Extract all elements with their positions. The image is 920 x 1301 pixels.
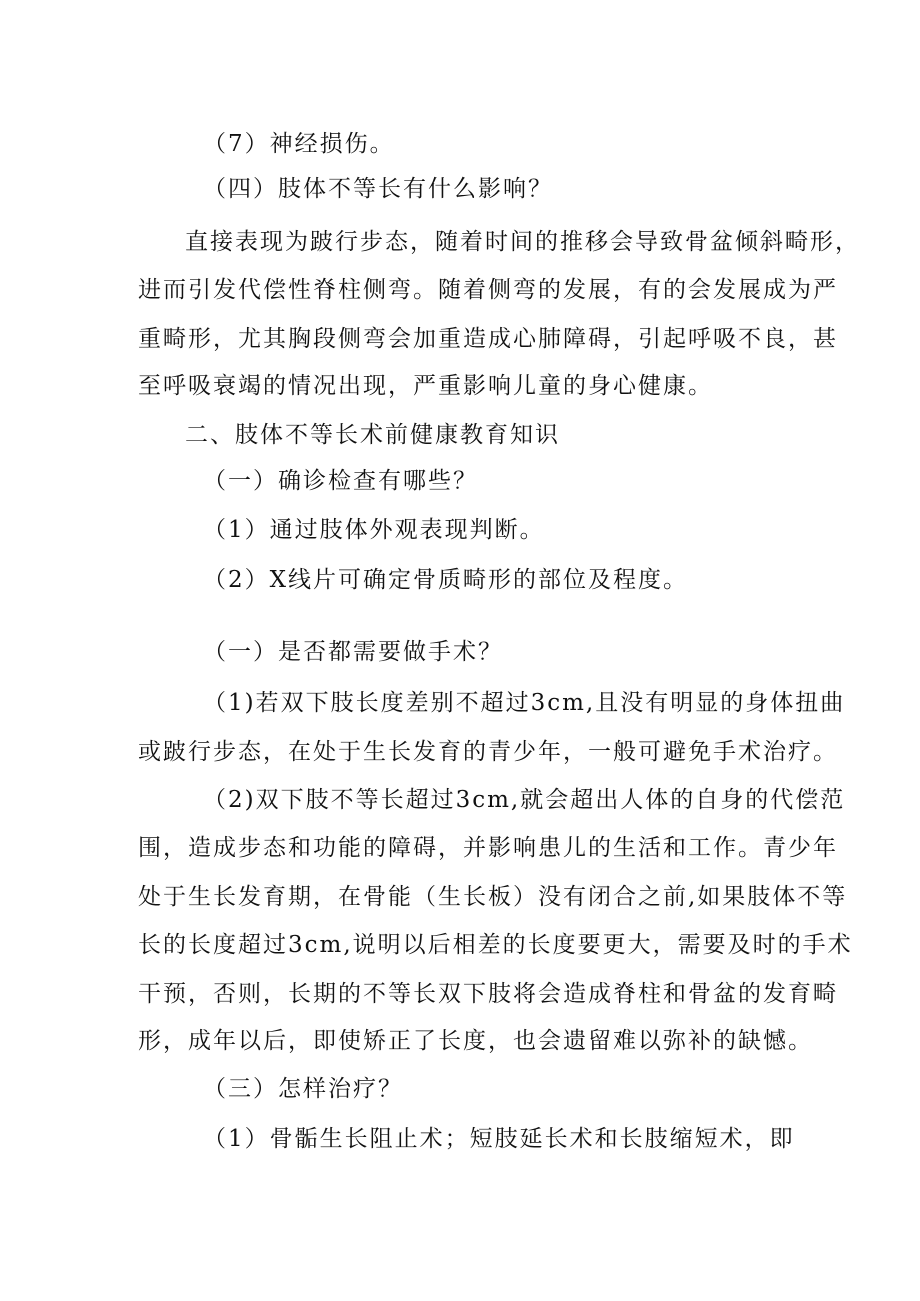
paragraph-line: 形，成年以后，即使矫正了长度，也会遗留难以弥补的缺憾。 bbox=[138, 1028, 813, 1054]
list-item: （2）X线片可确定骨质畸形的部位及程度。 bbox=[203, 567, 689, 593]
section-heading-treatment: （三）怎样治疗？ bbox=[203, 1076, 403, 1102]
paragraph-line: 直接表现为跛行步态，随着时间的推移会导致骨盆倾斜畸形， bbox=[185, 229, 860, 255]
paragraph-line: 处于生长发育期，在骨能（生长板）没有闭合之前,如果肢体不等 bbox=[138, 884, 848, 910]
list-item: （1）骨骺生长阻止术；短肢延长术和长肢缩短术，即 bbox=[203, 1126, 795, 1152]
chapter-heading: 二、肢体不等长术前健康教育知识 bbox=[185, 422, 560, 448]
paragraph-line: 干预，否则，长期的不等长双下肢将会造成脊柱和骨盆的发育畸 bbox=[138, 981, 838, 1007]
section-heading-effects: （四）肢体不等长有什么影响？ bbox=[203, 176, 553, 202]
paragraph-line: 长的长度超过3cm,说明以后相差的长度要更大，需要及时的手术 bbox=[138, 932, 853, 958]
section-heading-exams: （一）确诊检查有哪些？ bbox=[203, 468, 478, 494]
list-item: （1）通过肢体外观表现判断。 bbox=[203, 517, 545, 543]
paragraph-line: 或跛行步态，在处于生长发育的青少年，一般可避免手术治疗。 bbox=[138, 739, 838, 765]
list-item-nerve-injury: （7）神经损伤。 bbox=[203, 131, 395, 157]
paragraph-line: 围，造成步态和功能的障碍，并影响患儿的生活和工作。青少年 bbox=[138, 835, 838, 861]
paragraph-line: 进而引发代偿性脊柱侧弯。随着侧弯的发展，有的会发展成为严 bbox=[138, 277, 838, 303]
paragraph-line: 至呼吸衰竭的情况出现，严重影响儿童的身心健康。 bbox=[138, 373, 713, 399]
paragraph-line: （1)若双下肢长度差别不超过3cm,且没有明显的身体扭曲 bbox=[203, 690, 846, 716]
paragraph-line: 重畸形，尤其胸段侧弯会加重造成心肺障碍，引起呼吸不良，甚 bbox=[138, 326, 838, 352]
section-heading-surgery: （一）是否都需要做手术？ bbox=[203, 639, 503, 665]
paragraph-line: （2)双下肢不等长超过3cm,就会超出人体的自身的代偿范 bbox=[203, 787, 846, 813]
